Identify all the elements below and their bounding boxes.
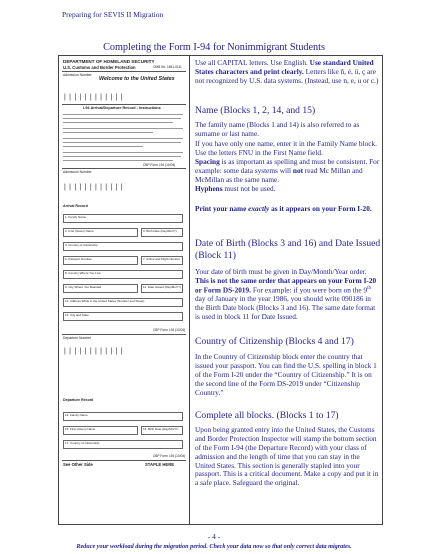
- form-field-label: 8. Country Where You Live: [65, 271, 101, 275]
- form-text-line: [63, 152, 183, 153]
- footer-note: Reduce your workload during the migration period. Check your data now so that only correct data migrates.: [76, 543, 352, 550]
- dob-bold: This is not the same order that appears on your Form I-20 or Form DS-2019.: [195, 275, 377, 295]
- name-paragraph-4: [195, 185, 381, 194]
- intro-bold-text: Use standard United States characters and print clearly.: [195, 58, 374, 76]
- name-paragraph-1: The family name (Blocks 1 and 14) is also referred to as surname or last name.: [195, 120, 360, 138]
- form-text-line: [63, 132, 153, 133]
- form-field-label: 14. Family Name: [65, 413, 88, 417]
- form-omb: OMB No. 1651-0111: [153, 65, 182, 69]
- form-rule: [62, 460, 186, 461]
- form-text-line: [63, 156, 181, 157]
- form-text-line: [63, 128, 183, 129]
- dob-text: Your date of birth must be given in Day/Month/Year order.: [195, 267, 367, 276]
- page-number: - 4 -: [207, 532, 221, 541]
- form-number-ticks: | | | | | | | | | | | |: [64, 184, 124, 191]
- form-text-line: [63, 138, 183, 139]
- complete-heading: Complete all blocks. (Blocks 1 to 17): [195, 410, 339, 421]
- print-text: Print your name: [195, 204, 249, 213]
- form-rule: [62, 168, 186, 169]
- print-text-end: as it appears on your Form I-20.: [269, 204, 372, 213]
- form-i94-image: [59, 56, 190, 524]
- form-record-title: I-94 Arrival/Departure Record - Instructions: [83, 106, 161, 110]
- form-field-label: 16. Birth Date (Day/Mo/Yr): [143, 427, 179, 431]
- form-field-label: 15. First (Given) Name: [65, 427, 96, 431]
- form-field-label: 12. Address While in the United States (Number and Street): [65, 299, 145, 303]
- form-field-label: 6. Passport Number: [65, 257, 92, 261]
- form-field-label: 9. City Where You Boarded: [65, 285, 102, 289]
- citizenship-paragraph: In the Country of Citizenship block enter the country that issued your passport. You can find the U.S. spelling in block 1 of the Form I-20 under the “Country of Citizenship.” It is on the second line of the Form DS-2019 under “Citizenship Country.”: [195, 352, 377, 397]
- not-bold: not: [292, 165, 304, 175]
- form-text-line: [63, 118, 181, 119]
- form-text-line: [63, 146, 143, 147]
- form-field-label: 11. Date Issued (Day/Mo/Yr): [143, 285, 181, 289]
- form-field-label: 2. First (Given) Name: [65, 229, 94, 233]
- content-table: [58, 55, 383, 525]
- complete-paragraph: Upon being granted entry into the United States, the Customs and Border Protection Inspector will stamp the bottom section of the Form I-94 (the Departure Record) with your class of admission and the length of time that you can stay in the United States. This section is generally stapled into your passport. This is a critical document. Make a copy and put it in a safe place. Safeguard the original.: [195, 425, 379, 488]
- form-text-line: [63, 160, 173, 161]
- dob-text-b: For example: if you were born on the: [251, 285, 364, 295]
- name-paragraph-3: [195, 158, 381, 185]
- form-code: CBP Form I-94 (10/04): [153, 454, 186, 458]
- hyphens-bold: Hyphens: [195, 184, 223, 193]
- form-text-line: [63, 122, 173, 123]
- form-see-other-side: See Other Side: [63, 462, 93, 467]
- name-paragraph-2: If you have only one name, enter it in the Family Name block. Use the letters FNU in the First Name field.: [195, 139, 377, 157]
- form-rule: [62, 334, 186, 335]
- spacing-bold: Spacing: [195, 157, 220, 166]
- form-number-ticks: | | | | | | | | | | | |: [64, 348, 124, 355]
- form-text-line: [63, 142, 181, 143]
- spacing-text: is as important as spelling and must be consistent. For example: some data systems will: [195, 157, 380, 175]
- form-field-label: 3. Birth Date (Day/Mo/Yr): [143, 229, 177, 233]
- form-arrival-record: Arrival Record: [63, 204, 88, 208]
- form-number-ticks: | | | | | | | | | | | |: [64, 94, 124, 101]
- form-code: CBP Form I-94 (10/04): [153, 328, 186, 332]
- form-departure-number: Departure Number: [63, 336, 92, 340]
- form-rule: [62, 104, 186, 105]
- form-field-label: 7. Airline and Flight Number: [143, 257, 181, 261]
- dob-superscript: th: [367, 285, 372, 291]
- page-title: Completing the Form I-94 for Nonimmigrant Students: [103, 42, 325, 53]
- form-admission-number: Admission Number: [63, 73, 92, 77]
- hyphens-text: must not be used.: [222, 184, 276, 193]
- exactly-text: exactly: [248, 204, 270, 213]
- dob-day: 9: [363, 285, 368, 295]
- running-header: Preparing for SEVIS II Migration: [62, 10, 164, 19]
- dob-text-c: day of January in the year 1986, you should write 090186 in the Birth Date block (Blocks 3 and 16). The same date format is used in block 11 for Date Issued.: [195, 294, 376, 321]
- form-field-label: 1. Family Name: [65, 215, 87, 219]
- form-agency-sub: U.S. Customs and Border Protection: [63, 65, 136, 70]
- dob-paragraph: [195, 268, 381, 322]
- form-staple-here: STAPLE HERE: [145, 462, 175, 467]
- form-field-label: 4. Country of Citizenship: [65, 243, 98, 247]
- intro-paragraph: [195, 59, 381, 86]
- form-field-label: 13. City and State: [65, 313, 89, 317]
- form-departure-record: Departure Record: [63, 398, 94, 402]
- name-heading: Name (Blocks 1, 2, 14, and 15): [195, 105, 316, 116]
- name-paragraph-5: [195, 205, 381, 214]
- form-text-line: [63, 114, 183, 115]
- form-welcome: Welcome to the United States: [99, 76, 175, 82]
- dob-heading: Date of Birth (Blocks 3 and 16) and Date Issued (Block 11): [195, 238, 381, 261]
- form-agency: DEPARTMENT OF HOMELAND SECURITY: [63, 59, 155, 64]
- intro-text-rest: Letters like ñ, é, ü, ç are not recognized by U.S. data systems. (Instead, use n, e, u or c.): [195, 66, 379, 85]
- form-code: CBP Form I-94 (10/04): [143, 163, 176, 167]
- intro-text: Use all CAPITAL letters. Use English.: [195, 58, 310, 67]
- form-rule: [62, 71, 186, 72]
- spacing-text-end: read Mc Millan and McMillan as the same name.: [195, 165, 363, 184]
- form-field-label: 17. Country of Citizenship: [65, 441, 100, 445]
- form-admission-number-2: Admission Number: [63, 170, 92, 174]
- citizenship-heading: Country of Citizenship (Blocks 4 and 17): [195, 336, 354, 347]
